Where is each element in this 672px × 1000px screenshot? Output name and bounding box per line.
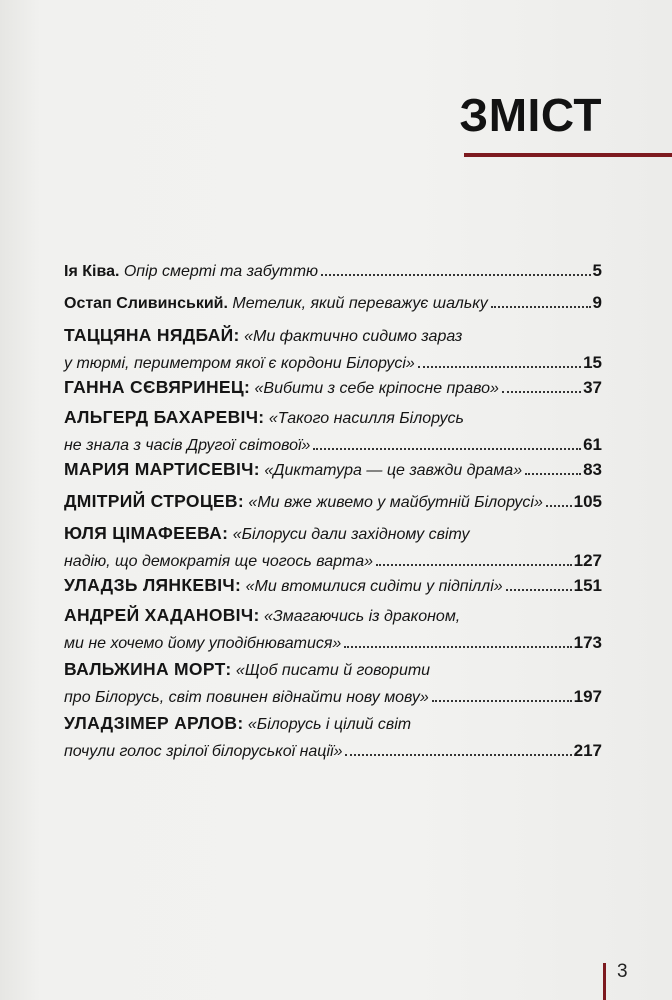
title-underline <box>464 153 672 157</box>
toc-work-title: «Вибити з себе кріпосне право» <box>254 380 499 397</box>
toc-page-number: 173 <box>573 633 602 652</box>
dot-leader <box>491 306 591 308</box>
toc-author: АЛЬГЕРД БАХАРЕВІЧ: <box>64 407 265 427</box>
dot-leader <box>376 564 572 566</box>
toc-work-title: «Змагаючись із драконом, <box>264 608 461 625</box>
toc-entry <box>64 374 602 402</box>
dot-leader <box>345 754 571 756</box>
toc-entry <box>64 488 602 516</box>
dot-leader <box>502 391 581 393</box>
dot-leader <box>546 505 572 507</box>
dot-leader <box>418 366 581 368</box>
toc-author: ВАЛЬЖИНА МОРТ: <box>64 659 232 679</box>
toc-entry <box>64 572 602 600</box>
toc-work-title-cont: про Білорусь, світ повинен віднайти нову мову» <box>64 689 429 706</box>
dot-leader <box>313 448 581 450</box>
toc-entry <box>64 404 602 459</box>
toc-page-number: 127 <box>573 551 602 570</box>
toc-work-title-cont: у тюрмі, периметром якої є кордони Білорусі» <box>64 355 415 372</box>
toc-author: Остап Сливинський. <box>64 295 228 312</box>
toc-entry <box>64 520 602 575</box>
toc-page-number: 9 <box>592 293 602 312</box>
toc-entry <box>64 602 602 657</box>
toc-work-title-cont: почули голос зрілої білоруської нації» <box>64 743 343 760</box>
toc-page-number: 197 <box>573 687 602 706</box>
toc-work-title: «Такого насилля Білорусь <box>268 410 464 427</box>
toc-work-title-cont: ми не хочемо йому уподібнюватися» <box>64 635 342 652</box>
toc-page-number: 61 <box>583 435 602 454</box>
dot-leader <box>432 700 572 702</box>
toc-work-title: «Ми втомилися сидіти у підпіллі» <box>245 578 503 595</box>
toc-work-title-cont: надію, що демократія ще чогось варта» <box>64 553 373 570</box>
toc-page-number: 83 <box>583 460 602 479</box>
toc-page-number: 105 <box>573 492 602 511</box>
dot-leader <box>525 473 581 475</box>
toc-work-title: Опір смерті та забуттю <box>123 263 319 280</box>
toc-author: УЛАДЗІМЕР АРЛОВ: <box>64 713 244 733</box>
toc-work-title: «Білоруси дали західному світу <box>232 526 470 543</box>
folio-page-number: 3 <box>617 961 628 982</box>
toc-work-title: Метелик, який переважує шальку <box>232 295 488 312</box>
toc-author: ДМІТРИЙ СТРОЦЕВ: <box>64 491 244 511</box>
toc-author: Ія Ківа. <box>64 263 120 280</box>
toc-entry <box>64 710 602 765</box>
toc-page-number: 15 <box>583 353 602 372</box>
toc-author: АНДРЕЙ ХАДАНОВІЧ: <box>64 605 260 625</box>
dot-leader <box>506 589 572 591</box>
toc-entry <box>64 322 602 377</box>
toc-page-number: 5 <box>592 261 602 280</box>
toc-author: МАРИЯ МАРТИСЕВІЧ: <box>64 459 260 479</box>
footer-accent-bar <box>603 963 606 1000</box>
toc-author: ГАННА СЄВЯРИНЕЦ: <box>64 377 251 397</box>
toc-author: ЮЛЯ ЦІМАФЕЕВА: <box>64 523 229 543</box>
toc-work-title: «Ми вже живемо у майбутній Білорусі» <box>248 494 543 511</box>
toc-entry <box>64 258 602 285</box>
toc-entry <box>64 656 602 711</box>
toc-entry <box>64 456 602 484</box>
dot-leader <box>344 646 571 648</box>
toc-work-title: «Ми фактично сидимо зараз <box>244 328 463 345</box>
toc-work-title: «Білорусь і цілий світ <box>247 716 412 733</box>
toc-work-title: «Диктатура — це завжди драма» <box>264 462 523 479</box>
toc-author: УЛАДЗЬ ЛЯНКЕВІЧ: <box>64 575 242 595</box>
toc-entry <box>64 290 602 317</box>
toc-page-number: 217 <box>573 741 602 760</box>
page-title: ЗМІСТ <box>459 89 602 141</box>
toc-page-number: 37 <box>583 378 602 397</box>
toc-author: ТАЦЦЯНА НЯДБАЙ: <box>64 325 240 345</box>
toc-work-title-cont: не знала з часів Другої світової» <box>64 437 311 454</box>
dot-leader <box>321 274 590 276</box>
toc-page-number: 151 <box>573 576 602 595</box>
toc-work-title: «Щоб писати й говорити <box>235 662 431 679</box>
